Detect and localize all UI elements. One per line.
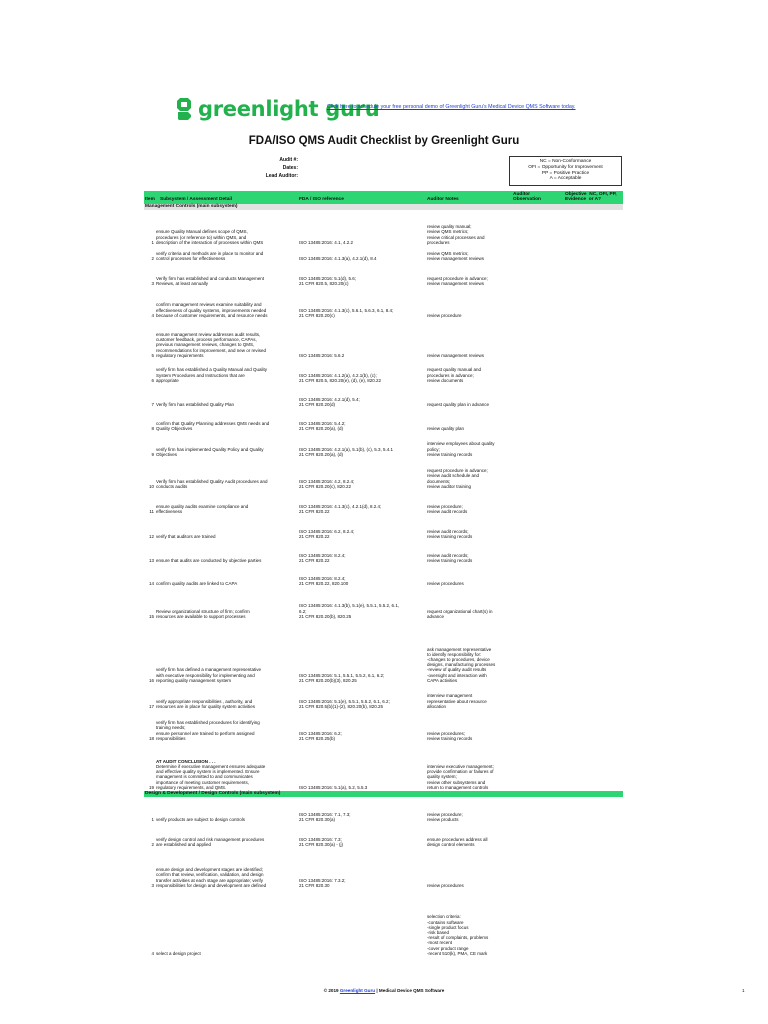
assessment-detail: confirm quality audits are linked to CAPA xyxy=(156,580,238,586)
row-number: 8 xyxy=(151,425,154,431)
fda-iso-reference: ISO 13485:2016: 5.1(e), 5.5.1, 5.5.2, 6.1, 6.2; 21 CFR 820.5(b)(1)-(2), 820.20(b), 820.25 xyxy=(299,698,390,709)
auditor-notes: selection criteria: -contains software -single product focus -risk based -result of complaints, problems -most recent -cover product range -recent 510(k), PMA, CE mark xyxy=(427,914,489,956)
row-number: 11 xyxy=(149,508,154,514)
assessment-detail: verify products are subject to design controls xyxy=(156,816,246,822)
assessment-detail: AT AUDIT CONCLUSION . . . Determine if executive management ensures adequate and effective quality system is implemented. Ensure management is committed to and communicates importance of meeting customer requirements, regulatory requirements, and QMS. xyxy=(156,758,266,790)
assessment-detail: verify criteria and methods are in place to monitor and control processes for effectiveness xyxy=(156,250,264,261)
row-number: 10 xyxy=(148,483,154,489)
footer-link[interactable]: Greenlight Guru xyxy=(339,988,376,993)
row-number: 3 xyxy=(151,280,154,286)
section-header: Management Controls (main subsystem) xyxy=(144,204,623,210)
auditor-notes: request quality plan in advance xyxy=(427,401,490,407)
assessment-detail: Verify firm has established Quality Plan xyxy=(156,401,235,407)
auditor-notes: request quality manual and procedures in advance; review documents xyxy=(427,367,482,383)
dates-label: Dates: xyxy=(282,165,298,171)
assessment-detail: ensure quality audits examine compliance and effectiveness xyxy=(156,503,249,514)
page-number: 1 xyxy=(742,988,745,993)
assessment-detail: verify appropriate responsibilities , authority, and resources are in place for quality system activities xyxy=(156,698,256,709)
row-number: 6 xyxy=(151,377,154,383)
row-number: 1 xyxy=(151,816,154,822)
column-header-bar xyxy=(144,191,623,204)
row-number: 5 xyxy=(151,352,154,358)
auditor-notes: request organizational chart(s) in advance xyxy=(427,608,493,619)
row-number: 9 xyxy=(151,451,154,457)
fda-iso-reference: ISO 13485:2016: 7.3.2; 21 CFR 820.30 xyxy=(299,877,346,888)
assessment-detail: verify firm has established a Quality Manual and Quality System Procedures and Instructions that are appropriate xyxy=(156,367,268,383)
fda-iso-reference: ISO 13485:2016: 7.3; 21 CFR 820.30(a) - (j) xyxy=(299,836,344,847)
col-item: Item xyxy=(145,197,155,202)
assessment-detail: verify firm has established procedures for identifying training needs; ensure personnel are trained to perform assigned responsibilities xyxy=(156,720,260,741)
auditor-notes: review procedure; review audit records xyxy=(427,503,468,514)
auditor-notes: review quality manual; review QMS metrics; review critical processes and procedures xyxy=(427,224,485,245)
row-number: 18 xyxy=(148,735,154,741)
auditor-notes: request procedure in advance; review management reviews xyxy=(427,275,488,286)
row-number: 2 xyxy=(151,841,154,847)
assessment-detail: ensure Quality Manual defines scope of QMS, procedures (or reference to) within QMS, and description of the interaction of processes within QMS xyxy=(156,229,264,245)
fda-iso-reference: ISO 13485:2016: 4.2.1(a), 5.1(b), (c), 5.3, 5.4.1 21 CFR 820.20(a), (d) xyxy=(299,446,394,457)
auditor-notes: ask management representative to identify responsibility for: -changes to procedures, device designs, manufacturing processes -review of quality audit results -oversight and interaction with CAPA activities xyxy=(427,646,496,683)
lead-auditor-label: Lead Auditor: xyxy=(265,173,298,179)
fda-iso-reference: ISO 13485:2016: 4.1.3(c), 5.6.1, 5.6.3, 6.1, 8.4; 21 CFR 820.20(c) xyxy=(299,307,394,318)
auditor-notes: interview employees about quality policy; review training records xyxy=(427,441,495,457)
assessment-detail: verify firm has defined a management representative with executive responsibility for implementing and reporting quality management system xyxy=(156,667,262,683)
auditor-notes: review procedures xyxy=(427,882,464,888)
legend-ofi: OFI = Opportunity for Improvement xyxy=(528,164,603,170)
fda-iso-reference: ISO 13485:2016: 5.6.2 xyxy=(299,352,345,358)
fda-iso-reference: ISO 13485:2016: 4.1.3(c), 4.2.1(d), 8.2.4; 21 CFR 820.22 xyxy=(299,503,382,514)
row-number: 7 xyxy=(151,401,154,407)
row-number: 13 xyxy=(148,557,154,563)
assessment-detail: ensure design and development stages are identified; confirm that review, verification, validation, and design transfer activities at each stage are appropriate; verify responsibilities for design and development are defined xyxy=(156,867,267,888)
fda-iso-reference: ISO 13485:2016: 4.1.3(b), 5.1(e), 5.5.1, 5.5.2, 6.1, 6.2; 21 CFR 820.20(b), 820.25 xyxy=(299,603,400,619)
fda-iso-reference: ISO 13485:2016: 5.4.2; 21 CFR 820.20(a), (d) xyxy=(299,420,346,431)
fda-iso-reference: ISO 13485:2016: 4.1, 4.2.2 xyxy=(299,239,354,245)
logo-text: greenlight guru xyxy=(198,97,380,121)
row-number: 4 xyxy=(151,950,154,956)
col-auditor-notes: Auditor Notes xyxy=(427,197,459,202)
fda-iso-reference: ISO 13485:2016: 8.2.4; 21 CFR 820.22, 820.100 xyxy=(299,575,349,586)
fda-iso-reference: ISO 13485:2016: 5.1(d), 5.6; 21 CFR 820.5, 820.20(c) xyxy=(299,275,357,286)
auditor-notes: review QMS metrics; review management reviews xyxy=(427,250,485,261)
assessment-detail: Verify firm has established and conducts Management Reviews, at least annually xyxy=(156,275,265,286)
row-number: 16 xyxy=(148,677,154,683)
assessment-detail: select a design project xyxy=(156,950,201,956)
col-objective-evidence: Objective NC, OFI, PP, Evidence or A? xyxy=(565,192,617,202)
fda-iso-reference: ISO 13485:2016: 5.1(a), 5.2, 5.5.3 xyxy=(299,784,368,790)
demo-link[interactable]: Click here to schedule your free personal demo of Greenlight Guru's Medical Device QMS Software today. xyxy=(327,104,576,110)
auditor-notes: review procedure; review products xyxy=(427,811,463,822)
assessment-detail: verify firm has implemented Quality Policy and Quality Objectives xyxy=(156,446,264,457)
greenlight-logo-icon xyxy=(176,97,192,121)
row-number: 3 xyxy=(151,882,154,888)
fda-iso-reference: ISO 13485:2016: 7.1, 7.3; 21 CFR 820.30(a) xyxy=(299,811,351,822)
auditor-notes: ensure procedures address all design control elements xyxy=(427,836,488,847)
row-number: 4 xyxy=(151,312,154,318)
row-number: 15 xyxy=(148,613,154,619)
rating-legend xyxy=(509,156,622,186)
auditor-notes: review procedures; review training records xyxy=(427,730,473,741)
fda-iso-reference: ISO 13485:2016: 4.1.3(a), 4.2.1(d), 8.4 xyxy=(299,255,377,261)
fda-iso-reference: ISO 13485:2016: 4.2.1(d), 5.4; 21 CFR 820.20(d) xyxy=(299,396,360,407)
fda-iso-reference: ISO 13485:2016: 4.2, 8.2.4; 21 CFR 820.20(c), 820.22 xyxy=(299,478,355,489)
row-number: 12 xyxy=(148,533,154,539)
auditor-notes: interview management representative about resource allocation xyxy=(427,693,487,709)
fda-iso-reference: ISO 13485:2016: 8.2.4; 21 CFR 820.22 xyxy=(299,552,346,563)
fda-iso-reference: ISO 13485:2016: 4.1.2(a), 4.2.1(b), (c); 21 CFR 820.5, 820.20(e), (d), (e), 820.22 xyxy=(299,372,382,383)
assessment-detail: confirm that Quality Planning addresses QMS needs and Quality Objectives xyxy=(156,420,270,431)
section-header: Design & Development / Design Controls (main subsystem) xyxy=(144,791,623,797)
assessment-detail: verify design control and risk management procedures are established and applied xyxy=(156,836,265,847)
auditor-notes: review procedures xyxy=(427,580,464,586)
col-fda-iso: FDA / ISO reference xyxy=(299,197,344,202)
auditor-notes: review management reviews xyxy=(427,352,485,358)
assessment-detail: confirm management reviews examine suitability and effectiveness of quality systems, improvements needed because of customer requirements, and resource needs xyxy=(156,302,268,318)
assessment-detail: Review organizational structure of firm; confirm resources are available to support processes xyxy=(156,608,250,619)
auditor-notes: review audit records; review training records xyxy=(427,552,473,563)
auditor-notes: review procedure xyxy=(427,312,462,318)
fda-iso-reference: ISO 13485:2016: 5.1, 5.5.1, 5.5.2, 6.1, 6.2; 21 CFR 820.20(b)(3), 820.25 xyxy=(299,672,385,683)
legend-nc: NC = Non-Conformance xyxy=(539,159,592,164)
assessment-detail: ensure that audits are conducted by objective parties xyxy=(156,557,262,563)
row-number: 14 xyxy=(148,580,154,586)
row-number: 1 xyxy=(151,239,154,245)
auditor-notes: request procedure in advance; review audit schedule and documents; review auditor training xyxy=(427,468,488,489)
row-number: 19 xyxy=(148,784,154,790)
fda-iso-reference: ISO 13485:2016: 6.2, 8.2.4; 21 CFR 820.22 xyxy=(299,528,355,539)
assessment-detail: verify that auditors are trained xyxy=(156,533,216,539)
auditor-notes: interview executive management; provide confirmation or failures of quality system; review other subsystems and return to management controls xyxy=(427,764,494,790)
row-number: 2 xyxy=(151,255,154,261)
footer-copyright: © 2019 xyxy=(323,988,339,993)
auditor-notes: review audit records; review training records xyxy=(427,528,473,539)
footer xyxy=(0,988,768,993)
col-auditor-observation: Auditor Observation xyxy=(513,192,541,202)
fda-iso-reference: ISO 13485:2016: 6.2; 21 CFR 820.25(b) xyxy=(299,730,342,741)
row-number: 17 xyxy=(148,703,154,709)
col-subsystem: Subsystem / Assessment Detail xyxy=(160,197,233,202)
legend-pp: PP = Positive Practice xyxy=(541,170,590,176)
assessment-detail: Verify firm has established Quality Audit procedures and conducts audits xyxy=(156,478,268,489)
auditor-notes: review quality plan xyxy=(427,425,465,431)
audit-number-label: Audit #: xyxy=(279,157,298,163)
footer-suffix: | Medical Device QMS Software xyxy=(376,988,445,993)
page-title: FDA/ISO QMS Audit Checklist by Greenlight Guru xyxy=(248,135,520,147)
assessment-detail: ensure management review addresses audit results, customer feedback, process performance, CAPAs, previous management reviews, changes to QMS, recommendations for improvement, and new or revised regulatory requirements xyxy=(156,332,267,358)
legend-a: A = Acceptable xyxy=(549,176,582,182)
